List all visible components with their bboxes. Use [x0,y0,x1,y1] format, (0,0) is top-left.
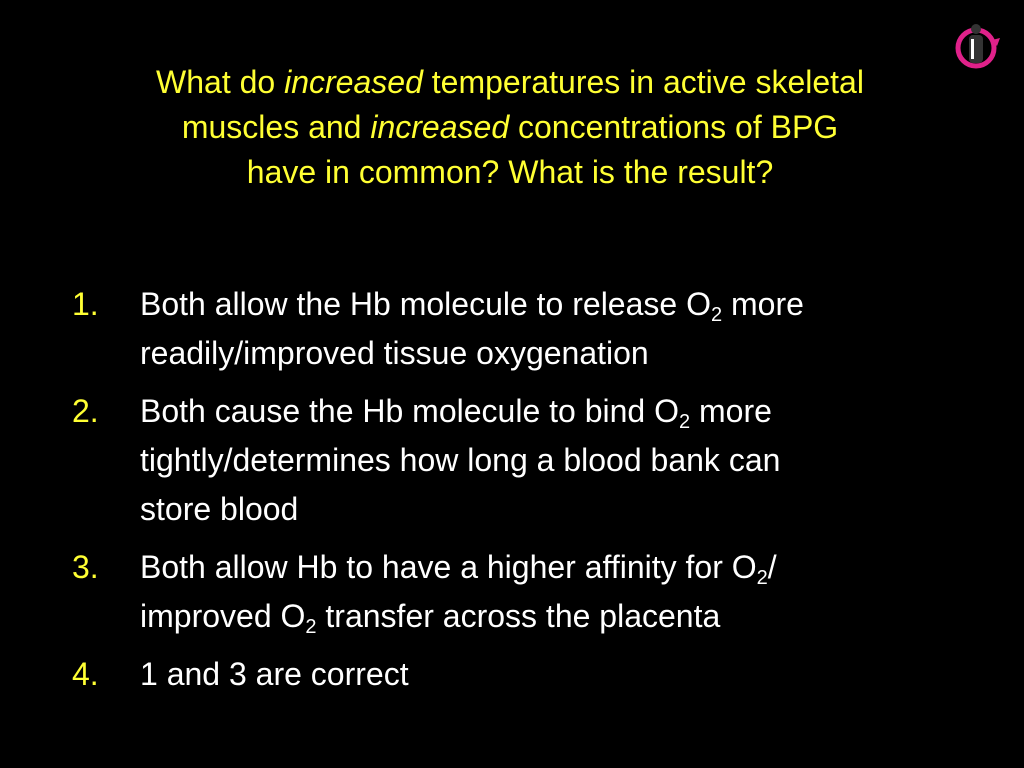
answer-option-2 [0,387,1024,534]
answer-text: Both allow Hb to have a higher affinity for $O_2/$ improved $O_2$ transfer across the placenta [140,549,777,638]
answer-text: Both allow the Hb molecule to release $O_2$ more readily/improved tissue oxygenation [140,286,804,371]
answer-option-1 [0,280,1024,378]
answer-number: 3. [72,549,99,585]
title-line-1: What do increased temperatures in active skeletal [156,64,864,100]
title-line-3: have in common? What is the result? [246,154,774,190]
answer-list [0,280,1024,708]
question-title [40,60,980,195]
answer-number: 1. [72,286,99,322]
answer-option-4 [0,650,1024,699]
answer-number: 4. [72,656,99,692]
answer-text: Both cause the Hb molecule to bind $O_2$ more tightly/determines how long a blood bank can store blood [140,393,781,527]
title-line-2: muscles and increased concentrations of BPG [181,109,839,145]
answer-text: 1 and 3 are correct [140,656,409,692]
answer-option-3 [0,543,1024,641]
answer-number: 2. [72,393,99,429]
